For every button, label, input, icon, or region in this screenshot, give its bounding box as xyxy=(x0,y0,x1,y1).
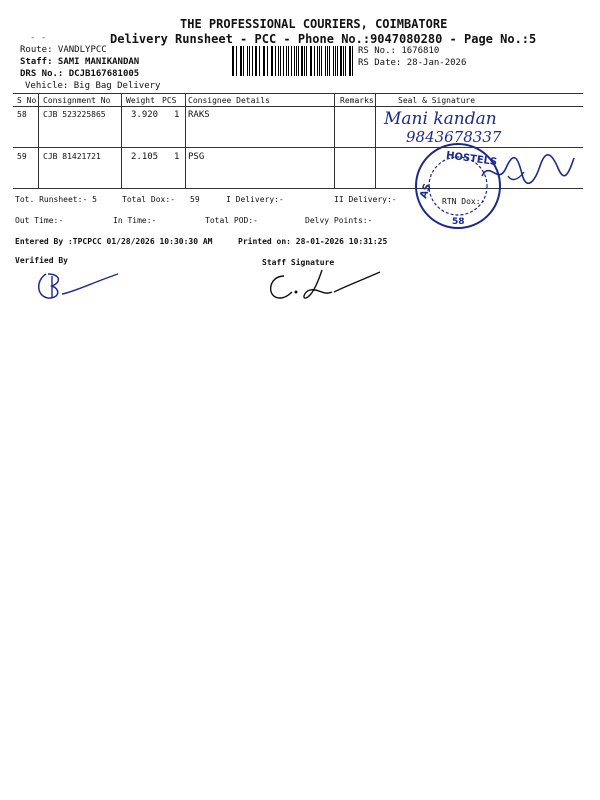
stamp-signature-scribble xyxy=(478,146,578,192)
row-2-consignment: CJB 81421721 xyxy=(43,152,101,161)
col-divider-1 xyxy=(38,93,39,188)
entered-by: Entered By :TPCPCC 01/28/2026 10:30:30 AM xyxy=(15,237,213,246)
row-1-consignee: RAKS xyxy=(188,110,210,120)
total-dox-value: 59 xyxy=(190,195,200,204)
barcode-bar xyxy=(275,46,276,76)
row-1-consignment: CJB 523225865 xyxy=(43,110,106,119)
barcode-bar xyxy=(243,46,244,76)
runsheet-title: Delivery Runsheet - PCC - Phone No.:9047080280 - Page No.:5 xyxy=(110,32,537,46)
verified-by-signature xyxy=(34,268,124,302)
delvy-points: Delvy Points:- xyxy=(305,216,373,225)
col-divider-4 xyxy=(334,93,335,188)
row-2-weight: 2.105 xyxy=(131,152,159,162)
barcode-bar xyxy=(256,46,257,76)
barcode-bar xyxy=(267,46,268,76)
corner-mark: - - xyxy=(30,33,47,43)
row-1-pcs: 1 xyxy=(174,110,180,120)
barcode-bar xyxy=(321,46,322,76)
col-divider-5 xyxy=(375,93,376,188)
rs-date: RS Date: 28-Jan-2026 xyxy=(358,58,467,68)
barcode-bar xyxy=(325,46,326,76)
receiver-phone: 9843678337 xyxy=(406,128,502,146)
barcode-bar xyxy=(306,46,307,76)
row-2-consignee: PSG xyxy=(188,152,205,162)
header-seal-signature: Seal & Signature xyxy=(398,96,476,105)
row-2-sno: 59 xyxy=(17,152,27,161)
stamp-text: HOSTELS xyxy=(445,150,498,169)
total-pod: Total POD:- xyxy=(205,216,258,225)
table-top-border xyxy=(13,93,583,94)
receiver-name: Mani kandan xyxy=(384,109,497,129)
header-consignment: Consignment No xyxy=(43,96,111,105)
total-dox-label: Total Dox:- xyxy=(122,195,175,204)
rtn-dox: RTN Dox:- xyxy=(442,197,486,206)
staff-signature xyxy=(262,266,392,306)
barcode-bar xyxy=(294,46,295,76)
vehicle: Vehicle: Big Bag Delivery xyxy=(25,81,161,91)
company-name: THE PROFESSIONAL COURIERS, COIMBATORE xyxy=(180,17,448,31)
header-consignee: Consignee Details xyxy=(188,96,270,105)
barcode-bar xyxy=(259,46,260,76)
barcode-bar xyxy=(345,46,346,76)
verified-by-label: Verified By xyxy=(15,256,68,265)
in-time: In Time:- xyxy=(113,216,157,225)
barcode-bar xyxy=(301,46,302,76)
header-remarks: Remarks xyxy=(340,96,374,105)
rs-number: RS No.: 1676810 xyxy=(358,46,440,56)
row-1-sno: 58 xyxy=(17,110,27,119)
header-pcs: PCS xyxy=(162,96,177,105)
stamp-side-text: AS xyxy=(418,182,434,201)
out-time: Out Time:- xyxy=(15,216,64,225)
col-divider-2 xyxy=(121,93,122,188)
i-delivery: I Delivery:- xyxy=(226,195,284,204)
row-1-weight: 3.920 xyxy=(131,110,159,120)
barcode-bar xyxy=(280,46,281,76)
staff-signature-label: Staff Signature xyxy=(262,258,335,267)
col-divider-3 xyxy=(185,93,186,188)
barcode-bar xyxy=(288,46,289,76)
barcode xyxy=(232,46,356,76)
barcode-bar xyxy=(236,46,237,76)
barcode-bar xyxy=(333,46,334,76)
printed-on: Printed on: 28-01-2026 10:31:25 xyxy=(238,237,388,246)
route: Route: VANDLYPCC xyxy=(20,45,107,55)
header-weight: Weight xyxy=(126,96,155,105)
barcode-bar xyxy=(314,46,315,76)
row-2-pcs: 1 xyxy=(174,152,180,162)
tot-runsheet: Tot. Runsheet:- 5 xyxy=(15,195,97,204)
staff: Staff: SAMI MANIKANDAN xyxy=(20,57,140,67)
barcode-bar xyxy=(249,46,250,76)
ii-delivery: II Delivery:- xyxy=(334,195,397,204)
header-sno: S No xyxy=(17,96,37,105)
barcode-bar xyxy=(340,46,341,76)
stamp-number: 58 xyxy=(452,217,465,227)
drs-number: DRS No.: DCJB167681005 xyxy=(20,69,140,79)
barcode-bar xyxy=(352,46,353,76)
